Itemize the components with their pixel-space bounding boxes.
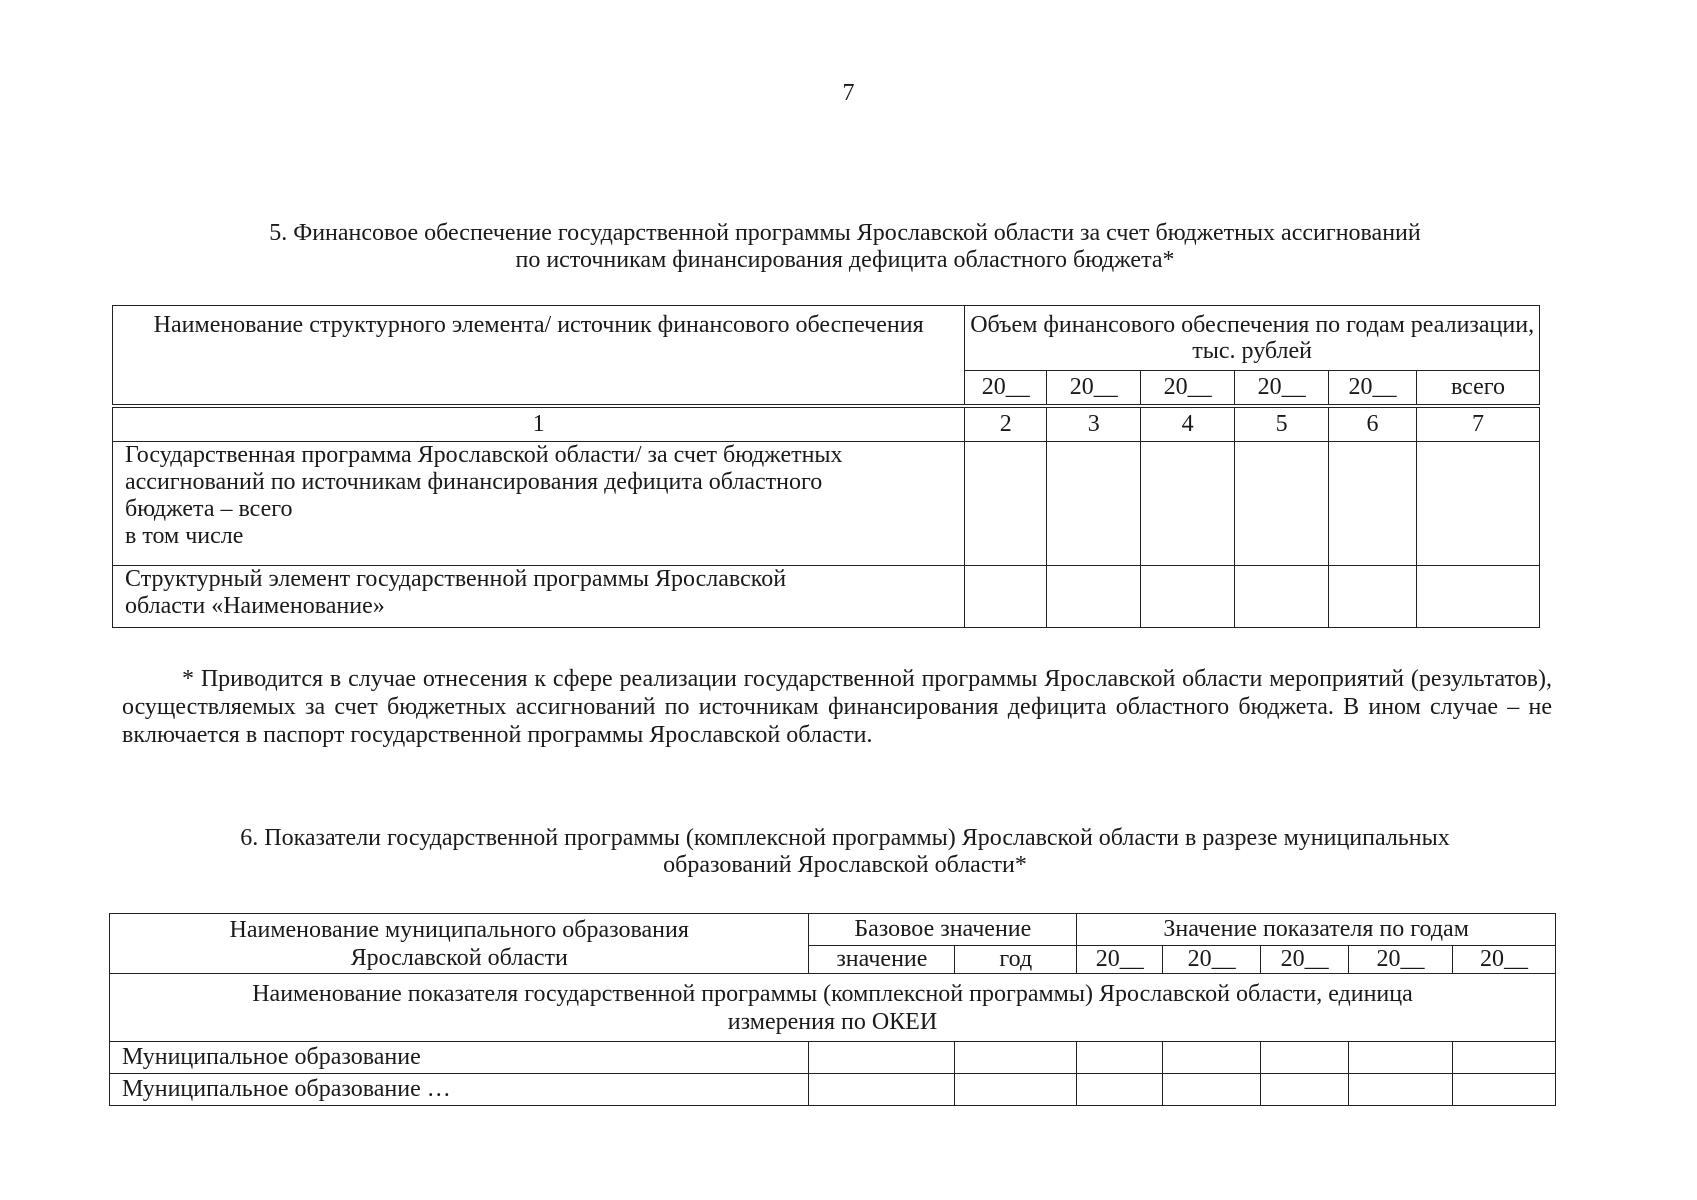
- financing-table: [112, 305, 1540, 628]
- col-number: 7: [1417, 408, 1540, 442]
- value-cell[interactable]: [1141, 566, 1235, 628]
- value-cell[interactable]: [1141, 442, 1235, 566]
- year-header: 20__: [965, 371, 1047, 405]
- value-cell[interactable]: [955, 1042, 1077, 1074]
- total-header: всего: [1417, 371, 1540, 405]
- col-number: 4: [1141, 408, 1235, 442]
- year-header: 20__: [1077, 946, 1163, 974]
- col-number: 5: [1235, 408, 1329, 442]
- header-text: Ярославской области: [350, 944, 568, 971]
- section5-title-line1: 5. Финансовое обеспечение государственной программы Ярославской области за счет бюджетных ассигнований: [269, 220, 1421, 246]
- row-text: ассигнований по источникам финансирования дефицита областного: [125, 469, 823, 495]
- row-text: Государственная программа Ярославской области/ за счет бюджетных: [125, 442, 843, 468]
- value-cell[interactable]: [1453, 1042, 1556, 1074]
- value-cell[interactable]: [1047, 566, 1141, 628]
- col1-header: Наименование структурного элемента/ источник финансового обеспечения: [113, 306, 965, 405]
- section6-title-line2: образований Ярославской области*: [663, 852, 1027, 878]
- indicator-name-row: [110, 974, 1556, 1042]
- value-cell[interactable]: [1417, 566, 1540, 628]
- row-text: бюджета – всего: [125, 496, 293, 522]
- value-cell[interactable]: [1261, 1042, 1349, 1074]
- municipality-row-label: Муниципальное образование …: [110, 1074, 809, 1106]
- municipality-header: [110, 914, 809, 974]
- value-cell[interactable]: [1349, 1042, 1453, 1074]
- row-text: в том числе: [125, 523, 244, 549]
- year-header: 20__: [1329, 371, 1417, 405]
- value-cell[interactable]: [1261, 1074, 1349, 1106]
- col-number: 6: [1329, 408, 1417, 442]
- value-cell[interactable]: [1077, 1074, 1163, 1106]
- year-header: 20__: [1261, 946, 1349, 974]
- value-cell[interactable]: [1235, 442, 1329, 566]
- row-text: Структурный элемент государственной программы Ярославской: [125, 566, 787, 592]
- section5-title: [150, 220, 1540, 274]
- value-cell[interactable]: [1047, 442, 1141, 566]
- value-cell[interactable]: [809, 1074, 955, 1106]
- value-cell[interactable]: [1163, 1074, 1261, 1106]
- value-cell[interactable]: [1329, 442, 1417, 566]
- value-cell[interactable]: [965, 442, 1047, 566]
- value-cell[interactable]: [1077, 1042, 1163, 1074]
- base-value-subheader: значение: [809, 946, 955, 974]
- group-header: Объем финансового обеспечения по годам реализации, тыс. рублей: [965, 306, 1540, 371]
- table-row: [110, 1042, 1556, 1074]
- base-year-subheader: год: [955, 946, 1077, 974]
- year-header: 20__: [1453, 946, 1556, 974]
- value-cell[interactable]: [1453, 1074, 1556, 1106]
- indicator-text: Наименование показателя государственной программы (комплексной программы) Ярославской области, единица: [252, 980, 1413, 1007]
- table-row: [110, 1074, 1556, 1106]
- indicator-text: измерения по ОКЕИ: [727, 1008, 938, 1035]
- indicators-table: [109, 913, 1556, 1106]
- value-cell[interactable]: [955, 1074, 1077, 1106]
- footnote: * Приводится в случае отнесения к сфере реализации государственной программы Ярославской области мероприятий (результатов), осуществляемых за счет бюджетных ассигнований по источникам финансирования дефицита областного бюджета. В ином случае – не включается в паспорт государственной программы Ярославской области.: [122, 666, 1552, 748]
- value-cell[interactable]: [965, 566, 1047, 628]
- col-number: 1: [113, 408, 965, 442]
- section6-title: [130, 825, 1560, 879]
- value-cell[interactable]: [809, 1042, 955, 1074]
- value-cell[interactable]: [1329, 566, 1417, 628]
- section6-title-line1: 6. Показатели государственной программы (комплексной программы) Ярославской области в разрезе муниципальных: [240, 825, 1450, 851]
- program-row-label: [113, 442, 965, 566]
- element-row-label: [113, 566, 965, 628]
- row-text: области «Наименование»: [125, 593, 385, 619]
- year-header: 20__: [1235, 371, 1329, 405]
- value-cell[interactable]: [1417, 442, 1540, 566]
- table-row: [113, 566, 1540, 628]
- value-cell[interactable]: [1235, 566, 1329, 628]
- year-header: 20__: [1349, 946, 1453, 974]
- value-cell[interactable]: [1349, 1074, 1453, 1106]
- page-number: 7: [842, 80, 855, 106]
- municipality-row-label: Муниципальное образование: [110, 1042, 809, 1074]
- header-text: Наименование муниципального образования: [229, 916, 689, 943]
- table-row: [113, 442, 1540, 566]
- value-cell[interactable]: [1163, 1042, 1261, 1074]
- year-header: 20__: [1047, 371, 1141, 405]
- col-number: 3: [1047, 408, 1141, 442]
- col-number: 2: [965, 408, 1047, 442]
- year-header: 20__: [1141, 371, 1235, 405]
- section5-title-line2: по источникам финансирования дефицита областного бюджета*: [515, 247, 1175, 273]
- base-value-header: Базовое значение: [809, 914, 1077, 946]
- year-header: 20__: [1163, 946, 1261, 974]
- years-header: Значение показателя по годам: [1077, 914, 1556, 946]
